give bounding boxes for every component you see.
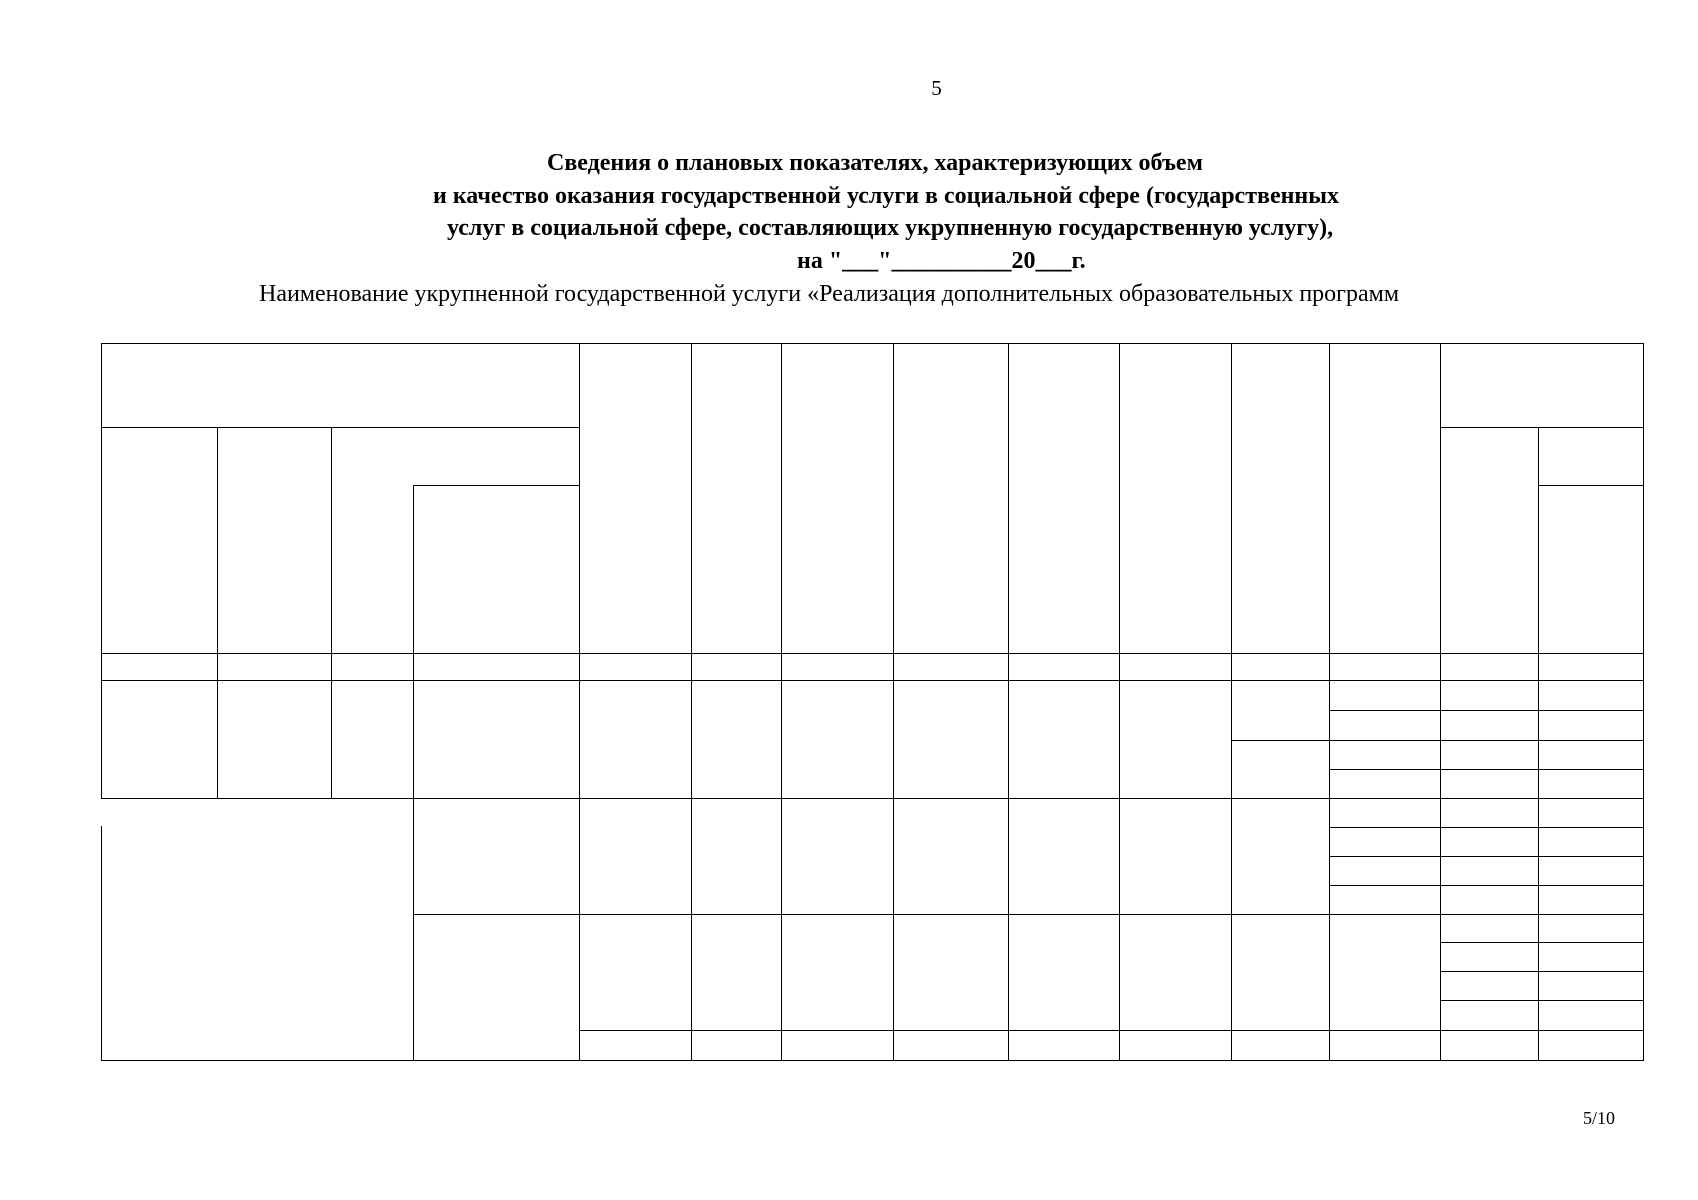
table-rule: [101, 427, 580, 428]
table-rule: [1329, 769, 1644, 770]
page-number: 5: [931, 76, 942, 100]
table-rule: [1538, 427, 1539, 1061]
table-rule: [1119, 343, 1120, 1061]
table-rule: [1231, 740, 1644, 741]
page-counter: 5/10: [1583, 1108, 1616, 1128]
table-rule: [1440, 1000, 1644, 1001]
table-rule: [1440, 427, 1644, 428]
table-rule: [1538, 485, 1644, 486]
service-name: Наименование укрупненной государственной услуги «Реализация дополнительных образовательных программ: [259, 281, 1400, 307]
table-rule: [217, 427, 218, 799]
table-rule: [893, 343, 894, 1061]
table-rule: [101, 1060, 1644, 1061]
table-rule: [1329, 827, 1644, 828]
table-rule: [1440, 942, 1644, 943]
table-rule: [101, 798, 1644, 799]
table-rule: [579, 343, 580, 1061]
table-rule: [331, 427, 332, 799]
table-rule: [1008, 343, 1009, 1061]
table-rule: [691, 343, 692, 1061]
table-rule: [1329, 885, 1644, 886]
title-line-1: Сведения о плановых показателях, характеризующих объем: [547, 150, 1203, 176]
table-rule: [1329, 710, 1644, 711]
title-line-3: услуг в социальной сфере, составляющих укрупненную государственную услугу),: [447, 215, 1334, 241]
table-rule: [1643, 343, 1644, 1061]
table-rule: [101, 826, 102, 1061]
table-rule: [781, 343, 782, 1061]
table-rule: [413, 914, 1644, 915]
table-rule: [413, 485, 580, 486]
table-rule: [413, 798, 414, 1061]
table-rule: [101, 653, 1644, 654]
table-rule: [1329, 856, 1644, 857]
table-rule: [1440, 343, 1441, 1061]
table-rule: [1231, 343, 1232, 1061]
table-rule: [101, 680, 1644, 681]
title-line-2: и качество оказания государственной услуги в социальной сфере (государственных: [433, 183, 1339, 209]
table-rule: [413, 485, 414, 799]
table-rule: [579, 1030, 1644, 1031]
table-rule: [1440, 971, 1644, 972]
table-rule: [101, 343, 1644, 344]
title-line-4: на "___"__________20___г.: [797, 248, 1086, 274]
table-rule: [101, 343, 102, 799]
table-rule: [1329, 343, 1330, 1061]
